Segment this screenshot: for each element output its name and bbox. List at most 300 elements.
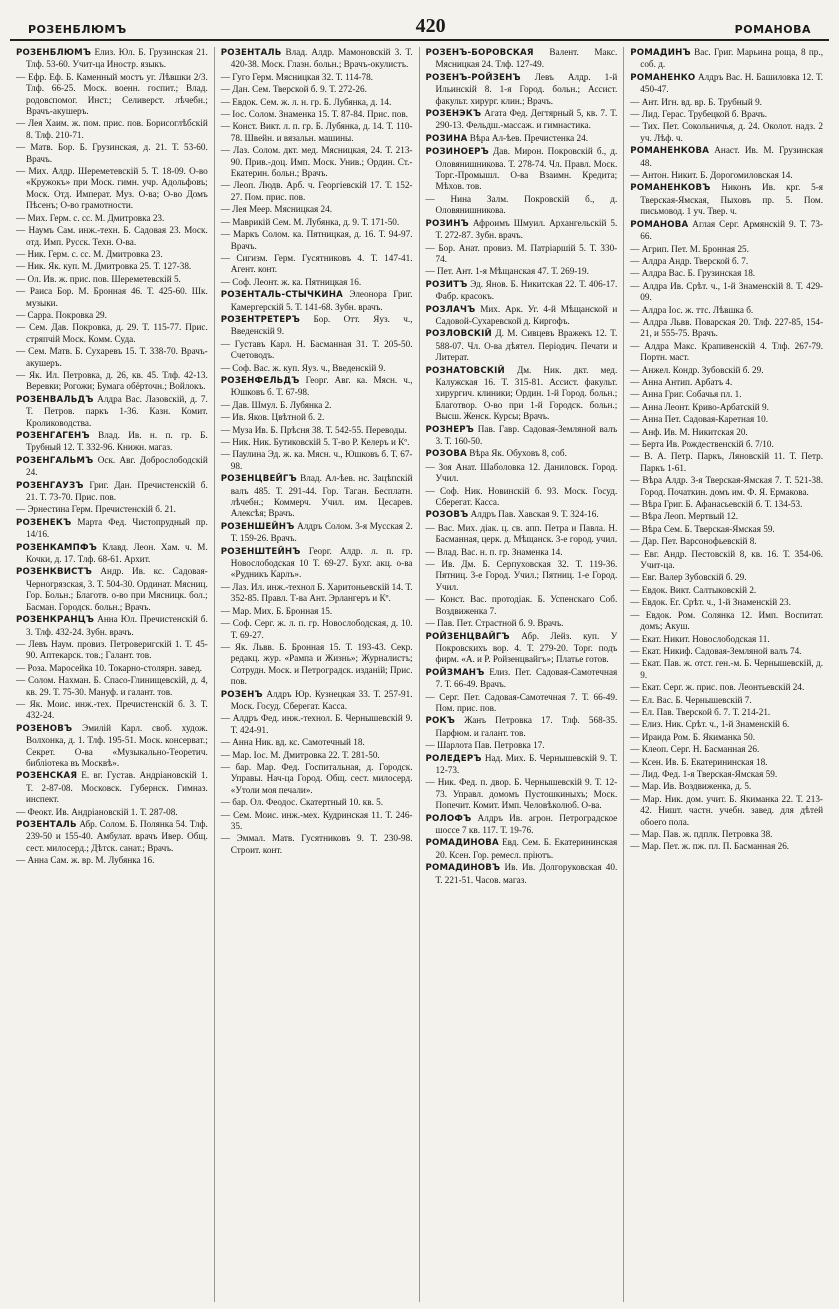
entry-surname: РОЗЕНТРЕТЕРЪ (220, 314, 301, 325)
entry-details: — Евг. Валер Зубовскій б. 29. (630, 572, 747, 583)
entry-details: — В. А. Петр. Паркъ, Ляновскій 11. Т. Петр. Паркъ 1-61. (630, 451, 823, 473)
entry-details: — Анна Антип. Арбатъ 4. (630, 376, 733, 387)
entry-details: — Ол. Ив. ж. прис. пов. Шереметевскій 5. (16, 273, 181, 284)
directory-entry (630, 769, 823, 780)
directory-entry (630, 109, 823, 120)
entry-details: — Лея Меер. Мясницкая 24. (220, 204, 333, 215)
directory-entry (221, 121, 413, 144)
directory-entry (221, 204, 413, 215)
entry-details: — Анна Пет. Садовая-Каретная 10. (630, 414, 769, 425)
entry-details: — Конст. Вас. протодіак. Б. Успенскаго Соб. Воздвиженка 7. (425, 594, 618, 616)
entry-details: — Ник. Герм. с. сс. М. Дмитровка 23. (16, 248, 163, 259)
directory-entry (426, 146, 618, 193)
entry-details: — Мар. Мих. Б. Бронная 15. (220, 605, 333, 616)
entry-details: — Маркъ Солом. ка. Пятницкая, д. 16. Т. 94-97. Врачъ. (220, 229, 413, 251)
entry-details: — Лид. Герас. Трубецкой б. Врачъ. (630, 109, 768, 120)
entry-details: — Соф. Вас. ж. куп. Яуз. ч., Введенскій 9. (220, 362, 386, 373)
entry-details: — Гуго Герм. Мясницкая 32. Т. 114-78. (220, 71, 373, 82)
entry-details: — Мих. Герм. с. сс. М. Дмитровка 23. (16, 212, 165, 223)
entry-details: — Агрип. Пет. М. Бронная 25. (630, 243, 749, 254)
directory-entry (630, 182, 823, 217)
directory-entry (16, 819, 208, 854)
entry-surname: РОМАДИНОВА (425, 838, 499, 849)
directory-entry (426, 72, 618, 107)
directory-entry (16, 274, 208, 285)
entry-details: — Сем. Матв. Б. Сухаревъ 15. Т. 338-70. Врачъ-акушеръ. (16, 346, 208, 368)
directory-entry (426, 509, 618, 521)
directory-entry (221, 642, 413, 688)
directory-entry (630, 658, 823, 681)
column-2 (215, 47, 420, 1302)
directory-entry (630, 781, 823, 792)
column-4 (624, 47, 829, 1302)
entry-surname: РОЗНАТОВСКІЙ (425, 365, 505, 376)
directory-columns (10, 47, 829, 1302)
entry-details: — бар. Ол. Феодос. Скатертный 10. кв. 5. (220, 797, 384, 808)
directory-entry (16, 310, 208, 321)
directory-entry (16, 225, 208, 248)
entry-surname: РОКЪ (425, 716, 456, 727)
entry-details: — Алдра Макс. Крапивенскій 4. Тлф. 267-79. Портн. маст. (630, 340, 823, 363)
entry-surname: РОМАНЕНКОВА (630, 146, 710, 157)
entry-details: Е. вг. Густав. Андріановскій 1. Т. 2-87-08. Московск. Губернск. Гимназ. инспект. (26, 770, 208, 805)
directory-entry (630, 256, 823, 267)
directory-entry (221, 546, 413, 581)
entry-details: — Клеоп. Серг. Н. Басманная 26. (630, 744, 760, 755)
directory-entry (221, 618, 413, 641)
directory-entry (221, 737, 413, 748)
directory-entry (630, 170, 823, 181)
entry-details: — Маврикій Сем. М. Лубянка, д. 9. Т. 171-50. (220, 216, 400, 227)
entry-details: — Вѣра Григ. Б. Афанасьевскій б. Т. 134-53. (630, 499, 803, 510)
directory-entry (630, 646, 823, 657)
directory-entry (16, 675, 208, 698)
directory-entry (16, 663, 208, 674)
entry-details: Анаст. Ив. М. Грузинская 48. (640, 145, 823, 168)
entry-details: — бар. Мар. Фед. Госпитальная, д. Городск. Управы. Нач-ца Город. Общ. сест. милосерд. «Утоли моя печали». (220, 761, 413, 795)
directory-entry (630, 511, 823, 522)
entry-surname: РОЗНЕРЪ (425, 424, 475, 435)
entry-details: Анна Юл. Пречистенскій б. 3. Тлф. 432-24. Зубн. врачъ. (26, 614, 208, 637)
directory-entry (630, 414, 823, 425)
entry-details: — Ант. Игн. вд. вр. Б. Трубный 9. (630, 96, 762, 107)
entry-details: Элеонора Григ. Камергерскій 5. Т. 141-68. Зубн. врачъ. (230, 289, 413, 312)
directory-entry (221, 109, 413, 120)
entry-details: — Вѣра Сем. Б. Тверская-Ямская 59. (630, 523, 775, 534)
entry-details: — Матв. Бор. Б. Грузинская, д. 21. Т. 53-60. Врачъ. (16, 142, 208, 164)
entry-details: — Раиса Бор. М. Бронная 46. Т. 425-60. Шк. музыки. (16, 286, 208, 308)
directory-entry (16, 639, 208, 662)
entry-surname: РОЗЕНВАЛЬДЪ (16, 394, 94, 405)
entry-details: Оск. Авг. Доброслободскій 24. (26, 454, 208, 478)
directory-entry (426, 594, 618, 617)
entry-surname: РОЗЕНФЕЛЬДЪ (220, 375, 300, 386)
entry-details: — Тих. Пет. Сокольничья, д. 24. Околот. надз. 2 уч. Лѣф. ч. (630, 121, 823, 143)
entry-surname: РОЗИНОЕРЪ (425, 147, 489, 158)
directory-entry (426, 547, 618, 558)
directory-entry (16, 480, 208, 504)
entry-details: — Ив. Яков. Цвѣтной б. 2. (220, 412, 325, 423)
directory-entry (221, 750, 413, 761)
directory-entry (426, 279, 618, 303)
directory-entry (630, 597, 823, 608)
entry-details: — Елиз. Ник. Срѣт. ч., 1-й Знаменскій 6. (630, 719, 790, 730)
directory-entry (16, 807, 208, 818)
entry-surname: РОЗЕНОВЪ (16, 723, 73, 734)
entry-details: — Алдра Львв. Поварская 20. Тлф. 227-85, 154-21, и 555-75. Врачъ. (630, 316, 823, 339)
directory-entry (426, 194, 618, 217)
directory-entry (221, 314, 413, 338)
entry-details: — Лея Хаим. ж. пом. прис. пов. Борисоглѣбскій 8. Тлф. 210-71. (16, 118, 208, 140)
directory-entry (426, 631, 618, 666)
entry-details: — Евг. Андр. Пестовскій 8, кв. 16. Т. 354-06. Учит-ца. (630, 548, 823, 571)
directory-entry (426, 837, 618, 861)
entry-details: Марта Фед. Чистопрудный пр. 14/16. (26, 516, 208, 540)
directory-entry (16, 322, 208, 345)
entry-details: — Ираида Ром. Б. Якиманка 50. (630, 731, 756, 742)
entry-details: — Соф. Серг. ж. л. п. гр. Новослободская, д. 10. Т. 69-27. (220, 618, 413, 640)
entry-details: Дм. Ник. дкт. мед. Калужская 16. Т. 315-81. Ассист. факульт. хирургич. клиники; Ордин. 1-й Город. больн.; Благотвор. О-во при 1-й Городск. больн.; Высш. Женск. Курсы; Врачъ. (435, 364, 618, 422)
directory-entry (630, 451, 823, 474)
directory-entry (16, 517, 208, 541)
directory-entry (630, 341, 823, 364)
directory-entry (426, 777, 618, 811)
entry-details: — Леоп. Людв. Арб. ч. Георгіевскій 17. Т. 152-27. Пом. прис. пов. (220, 180, 413, 202)
directory-entry (426, 740, 618, 751)
entry-details: — Мар. Пав. ж. пдплк. Петровка 38. (630, 829, 773, 839)
entry-details: — Ив. Дм. Б. Серпуховская 32. Т. 119-36. Пятниц. 3-е Город. Учил.; Пятниц. 1-е Город. Учил. (425, 559, 618, 592)
entry-details: — Алдра Ив. Срѣт. ч., 1-й Знаменскій 8. Т. 429-09. (630, 280, 823, 303)
entry-details: — Дан. Сем. Тверской б. 9. Т. 272-26. (220, 84, 367, 95)
directory-entry (630, 695, 823, 706)
entry-details: Алдръ Солом. 3-я Мусская 2. Т. 159-26. Врачъ. (230, 520, 413, 544)
directory-entry (221, 412, 413, 423)
entry-surname: РОЗЛАЧЪ (425, 304, 476, 315)
directory-entry (221, 180, 413, 203)
entry-surname: РОЗЕНКАМПФЪ (16, 542, 97, 553)
entry-details: Мих. Арк. Уг. 4-й Мѣщанской и Садовой-Сухаревской д. Киргофъ. (435, 303, 618, 326)
entry-details: Пав. Гавр. Садовая-Земляной валъ 3. Т. 160-50. (435, 423, 618, 446)
directory-entry (221, 363, 413, 374)
directory-entry (426, 218, 618, 242)
directory-entry (16, 394, 208, 429)
directory-entry (221, 437, 413, 448)
directory-entry (630, 305, 823, 316)
header-right-keyword: РОМАНОВА (734, 23, 811, 36)
entry-details: Георг. Алдр. л. п. гр. Новослободская 10 Т. 69-27. Бухг. акц. о-ва «Рудникъ Карлъ». (230, 545, 413, 580)
directory-entry (630, 427, 823, 438)
directory-entry (630, 829, 823, 840)
entry-details: — Лаз. Ил. инж.-технол Б. Харитоньевскій 14. Т. 352-85. Правл. Т-ва Ант. Эрлангеръ и Кº. (220, 581, 413, 604)
directory-entry (16, 286, 208, 309)
entry-details: — Антон. Никит. Б. Дорогомиловская 14. (630, 170, 793, 181)
entry-details: — Дав. Шмул. Б. Лубянка 2. (220, 399, 332, 410)
entry-details: — Анна Ник. вд. кс. Самотечный 18. (220, 737, 365, 748)
entry-surname: РОЗИНЪ (425, 218, 469, 229)
entry-surname: РОЗИНА (425, 133, 468, 144)
directory-entry (630, 219, 823, 243)
entry-details: Валент. Макс. Мясницкая 24. Тлф. 127-49. (435, 47, 618, 70)
entry-details: — Анна Леонт. Криво-Арбатскій 9. (630, 401, 769, 412)
directory-entry (426, 559, 618, 593)
entry-surname: РОЗЕНСКАЯ (16, 771, 78, 782)
entry-details: — Мих. Алдр. Шереметевскій 5. Т. 18-09. О-во «Кружокъ» при Моск. гимн. учр. Адольфовъ; Моск. Отд. Императ. Муз. О-ва; О-во Домъ Пѣсенъ; О-во грамотности. (16, 166, 208, 211)
entry-details: — Эммал. Матв. Гусятниковъ 9. Т. 230-98. Строит. конт. (220, 833, 413, 855)
directory-entry (221, 217, 413, 228)
entry-details: — Сем. Дав. Покровка, д. 29. Т. 115-77. Прис. стряпчій Моск. Комм. Суда. (16, 322, 208, 344)
directory-entry (221, 289, 413, 313)
entry-details: — Мар. Іос. М. Дмитровка 22. Т. 281-50. (220, 749, 380, 760)
directory-entry (221, 229, 413, 252)
directory-entry (630, 707, 823, 718)
directory-entry (630, 145, 823, 169)
directory-entry (221, 582, 413, 605)
entry-details: — Сарра. Покровка 29. (16, 309, 107, 320)
entry-details: — Екат. Никит. Новослободская 11. (630, 633, 770, 644)
entry-details: Эмилій Карл. своб. худож. Волхонка, д. 1. Тлф. 195-51. Моск. консерват.; Секрет. О-ва «Музыкально-Теоретич. библіотека въ Москвѣ». (26, 722, 208, 768)
directory-entry (630, 244, 823, 255)
entry-details: — Евдок. Ром. Солянка 12. Имп. Воспитат. домъ; Акуш. (630, 609, 823, 632)
entry-details: — Евдок. Ег. Срѣт. ч., 1-й Знаменскій 23. (630, 597, 791, 608)
entry-details: — Паулина Эд. ж. ка. Мясн. ч., Юшковъ б. Т. 67-98. (220, 449, 413, 471)
directory-entry (221, 762, 413, 796)
directory-entry (426, 692, 618, 715)
entry-details: — Алдра Іос. ж. ттс. Лѣвшка б. (630, 304, 754, 315)
entry-surname: РОЗЕНЕКЪ (16, 517, 72, 528)
directory-entry (16, 346, 208, 369)
directory-entry (426, 365, 618, 423)
entry-details: Евд. Сем. Б. Екатерининская 20. Ксен. Гор. ремесл. пріютъ. (435, 837, 618, 860)
entry-details: — Наумъ Сам. инж.-техн. Б. Садовая 23. Моск. отд. Имп. Русск. Техн. О-ва. (16, 225, 208, 247)
entry-surname: РОЗЕНБЛЮМЪ (16, 48, 92, 58)
entry-details: Клавд. Леон. Хам. ч. М. Кочки, д. 17. Тлф. 68-61. Архит. (26, 541, 208, 565)
entry-details: — Бор. Анат. провиз. М. Патріаршій 5. Т. 330-74. (425, 242, 618, 264)
directory-entry (16, 47, 208, 71)
directory-entry (221, 339, 413, 362)
directory-entry (221, 277, 413, 288)
entry-surname: РОЙЗЕНЦВАЙГЪ (425, 631, 510, 642)
directory-entry (630, 281, 823, 304)
entry-details: Алдръ Ив. агрон. Петроградское шоссе 7 кв. 117. Т. 19-76. (435, 812, 618, 835)
entry-details: Вас. Григ. Марьина роща, 8 пр., соб. д. (640, 47, 823, 70)
directory-entry (630, 794, 823, 828)
directory-entry (630, 389, 823, 400)
directory-entry (630, 572, 823, 583)
entry-surname: РОЗЛОВСКІЙ (425, 329, 492, 340)
entry-details: — Ел. Вас. Б. Чернышевскій 7. (630, 694, 752, 705)
entry-details: Д. М. Сивцевъ Вражекъ 12. Т. 588-07. Чл. О-ва дѣятел. Періодич. Печати и Литерат. (435, 328, 618, 363)
entry-surname: РОЗЕНЭКЪ (425, 109, 482, 120)
entry-surname: РОЛОФЪ (425, 813, 472, 824)
directory-entry (630, 841, 823, 852)
entry-details: — Ник. Ник. Бутиковскій 5. Т-во Р. Келеръ и Кº. (220, 437, 410, 447)
entry-surname: РОЗЕНЪ-БОРОВСКАЯ (425, 48, 534, 58)
directory-entry (426, 328, 618, 363)
entry-surname: РОЗЕНТАЛЬ (16, 820, 77, 830)
directory-entry (630, 732, 823, 743)
entry-details: — Ел. Пав. Тверской б. 7. Т. 214-21. (630, 706, 771, 717)
entry-details: Влад. Ал-ѣев. нс. Зацѣпскій валъ 485. Т. 291-44. Гор. Таган. Бесплатн. лѣчебн.; Коммерч. Учил. им. Цесарев. Алексѣя; Врачъ. (230, 473, 413, 519)
entry-details: — Вѣра Леоп. Мертвый 12. (630, 511, 738, 522)
page-number: 420 (415, 15, 446, 37)
entry-details: — Ник. Фед. п. двор. Б. Чернышевскій 9. Т. 12-73. Управл. домомъ Пустошкиныхъ; Моск. Попечит. Комит. Имп. Человѣколюб. О-ва. (425, 777, 618, 811)
directory-entry (630, 610, 823, 633)
entry-details: — Екат. Серг. ж. прис. пов. Леонтьевскій 24. (630, 682, 805, 693)
entry-details: Абр. Солом. Б. Полянка 54. Тлф. 239-50 и 155-40. Амбулат. врачъ Ивер. Общ. сест. милосерд.; Дѣтск. санат.; Врачъ. (26, 819, 208, 853)
entry-details: — Алдръ Фед. инж.-технол. Б. Чернышевскій 9. Т. 424-91. (220, 713, 413, 735)
entry-details: — Анна Григ. Собачья пл. 1. (630, 389, 742, 400)
directory-entry (630, 317, 823, 340)
directory-entry (221, 606, 413, 617)
directory-entry (16, 699, 208, 722)
entry-details: Левъ Алдр. 1-й Ильинскій 8. 1-я Город. больн.; Ассист. факульт. хирург. клин.; Врачъ. (435, 71, 618, 106)
entry-details: — Лид. Фед. 1-я Тверская-Ямская 59. (630, 768, 778, 779)
directory-entry (630, 97, 823, 108)
entry-details: Вѣра Ал-ѣев. Пречистенка 24. (467, 132, 588, 143)
directory-entry (630, 47, 823, 71)
directory-entry (630, 757, 823, 768)
entry-surname: РОЗЕНЦВЕЙГЪ (220, 474, 297, 485)
entry-details: — Анна Сам. ж. вр. М. Лубянка 16. (16, 855, 155, 866)
directory-entry (630, 377, 823, 388)
directory-entry (16, 118, 208, 141)
directory-entry (630, 524, 823, 535)
entry-details: Никонъ Ив. крг. 5-я Тверская-Ямская, Пыховъ пр. 5. Пом. письмовод. 1 уч. Твер. ч. (640, 182, 823, 217)
entry-surname: РОЗЕНГАГЕНЪ (16, 431, 90, 441)
directory-entry (426, 667, 618, 691)
directory-entry (16, 770, 208, 805)
entry-details: — Муза Ив. Б. Прѣсня 38. Т. 542-55. Переводы. (220, 424, 407, 435)
entry-surname: РОЗИТЪ (425, 279, 468, 290)
entry-details: Алдръ Юр. Кузнецкая 33. Т. 257-91. Моск. Госуд. Сберегат. Касса. (230, 688, 413, 711)
entry-details: Эд. Янов. Б. Никитская 22. Т. 406-17. Фабр. красокъ. (435, 278, 618, 302)
directory-entry (630, 549, 823, 572)
entry-details: — Соф. Ник. Новинскій б. 93. Моск. Госуд. Сберегат. Касса. (425, 485, 618, 508)
entry-details: — Іос. Солом. Знаменка 15. Т. 87-84. Прис. пов. (220, 109, 408, 120)
directory-entry (221, 72, 413, 83)
directory-entry (630, 121, 823, 144)
directory-entry (426, 862, 618, 886)
directory-entry (426, 243, 618, 266)
directory-entry (630, 439, 823, 450)
entry-details: — Берта Ив. Рождественскій б. 7/10. (630, 439, 774, 449)
entry-details: — Ник. Як. куп. М. Дмитровка 25. Т. 127-38. (16, 261, 192, 272)
directory-entry (426, 47, 618, 71)
entry-details: — Екат. Никиф. Садовая-Земляной валъ 74. (630, 645, 802, 656)
directory-entry (221, 47, 413, 71)
entry-details: Над. Мих. Б. Чернышевскій 9. Т. 12-73. (435, 752, 618, 775)
entry-details: — Ксен. Ив. Б. Екатерининская 18. (630, 756, 768, 767)
directory-entry (221, 473, 413, 520)
entry-surname: РОМАНЕНКО (630, 72, 696, 83)
directory-entry (426, 424, 618, 448)
entry-details: Ив. Ив. Долгоруковская 40. Т. 221-51. Часов. магаз. (435, 862, 618, 885)
directory-entry (630, 744, 823, 755)
directory-entry (630, 536, 823, 547)
entry-details: — Анжел. Кондр. Зубовскій б. 29. (630, 364, 764, 375)
entry-details: Влад. Ив. н. п. гр. Б. Трубный 12. Т. 332-96. Книжн. магаз. (26, 430, 208, 453)
directory-entry (426, 486, 618, 509)
directory-entry (630, 475, 823, 498)
directory-entry (426, 108, 618, 132)
entry-details: — Дар. Пет. Варсонофьевскій 8. (630, 536, 757, 547)
directory-entry (221, 425, 413, 436)
directory-entry (630, 682, 823, 693)
entry-details: — Вѣра Алдр. 3-я Тверская-Ямская 7. Т. 521-38. Город. Початкин. домъ им. Ф. Я. Ермакова. (630, 475, 823, 497)
directory-entry (221, 689, 413, 713)
entry-surname: РОЗЕНКВИСТЪ (16, 567, 92, 578)
directory-entry (426, 753, 618, 777)
directory-entry (16, 430, 208, 454)
entry-surname: РОЗЕНТАЛЬ-СТЫЧКИНА (220, 290, 343, 301)
entry-surname: РОЗЕНГАЛЬМЪ (16, 455, 94, 466)
entry-details: — Вас. Мих. діак. ц. св. апп. Петра и Павла. Н. Басманная, церк. д. Мѣщанск. 3-е город. учил. (425, 522, 618, 545)
entry-details: — Влад. Вас. н. п. гр. Знаменка 14. (425, 546, 563, 557)
entry-details: — Серг. Пет. Садовая-Самотечная 7. Т. 66-49. Пом. прис. пов. (425, 691, 618, 713)
directory-entry (426, 462, 618, 485)
directory-entry (16, 723, 208, 770)
column-3 (420, 47, 625, 1302)
entry-details: Жанъ Петровка 17. Тлф. 568-35. Парфюм. и галант. тов. (435, 715, 618, 738)
directory-entry (221, 375, 413, 399)
directory-entry (221, 400, 413, 411)
directory-entry (16, 566, 208, 613)
entry-surname: РОМАНЕНКОВЪ (630, 183, 711, 194)
entry-details: — Мар. Ник. дом. учит. Б. Якиманка 22. Т. 213-42. Ништ. частн. учебн. завед. для дѣтей обоего пола. (630, 793, 823, 827)
directory-entry (630, 634, 823, 645)
directory-entry (221, 521, 413, 545)
directory-entry (16, 261, 208, 272)
directory-entry (16, 142, 208, 165)
entry-details: Аглая Серг. Армянскій 9. Т. 73-66. (640, 218, 823, 242)
directory-entry (16, 504, 208, 515)
entry-details: Агата Фед. Дегтярный 5, кв. 7. Т. 290-13. Фельдш.-массаж. и гимнастика. (435, 108, 618, 131)
directory-entry (221, 449, 413, 472)
directory-entry (221, 145, 413, 179)
entry-details: — Екат. Пав. ж. отст. ген.-м. Б. Чернышевскій, д. 9. (630, 658, 823, 680)
column-1 (10, 47, 215, 1302)
entry-details: Алдръ Вас. Н. Башиловка 12. Т. 450-47. (640, 71, 823, 95)
entry-details: — Мар. Пет. ж. пж. пл. П. Басманная 26. (630, 841, 790, 852)
entry-details: Григ. Дан. Пречистенскій б. 21. Т. 73-70. Прис. пов. (26, 479, 208, 503)
entry-details: — Анф. Ив. М. Никитская 20. (630, 426, 748, 437)
directory-entry (426, 133, 618, 145)
entry-surname: РОЗЕНШЕЙНЪ (220, 521, 295, 532)
directory-entry (16, 542, 208, 566)
entry-surname: РОМАДИНЪ (630, 48, 691, 58)
directory-entry (630, 499, 823, 510)
directory-entry (16, 455, 208, 479)
entry-details: — Нина Залм. Покровскій б., д. Оловянишникова. (425, 193, 618, 216)
directory-entry (426, 618, 618, 629)
header-left-keyword: РОЗЕНБЛЮМЪ (28, 23, 127, 36)
entry-details: — Эрнестина Герм. Пречистенскій б. 21. (16, 504, 176, 515)
entry-details: — Соф. Леонт. ж. ка. Пятницкая 16. (220, 276, 362, 287)
entry-details: Вѣра Як. Обуховъ 8, соб. (466, 448, 567, 459)
entry-details: — Роза. Маросейка 10. Токарно-столярн. завед. (16, 662, 202, 673)
entry-details: — Як. Моис. инж.-тех. Пречистенскій б. 3. Т. 432-24. (16, 698, 208, 721)
directory-entry (16, 72, 208, 118)
directory-entry (630, 585, 823, 596)
entry-surname: РОЗЕНТАЛЬ (220, 48, 282, 58)
entry-surname: РОЗЕНШТЕЙНЪ (220, 546, 301, 557)
entry-surname: РОЛЕДЕРЪ (425, 753, 482, 764)
entry-details: Елиз. Пет. Садовая-Самотечная 7. Т. 66-49. Врачъ. (435, 666, 618, 690)
entry-details: Андр. Ив. кс. Садовая-Черногрязская, 3. Т. 504-30. Ординат. Мясниц. Гор. Больн.; Благотв. о-во при Мясницк. бол.; Басман. Городск. больн.; Врачъ. (26, 566, 208, 612)
entry-surname: РОЗЕНКРАНЦЪ (16, 615, 95, 626)
directory-entry (426, 304, 618, 328)
entry-details: Алдра Вас. Лазовскій, д. 7. Т. Петров. паркъ 1-36. Казн. Комит. Кролиководства. (26, 393, 208, 428)
